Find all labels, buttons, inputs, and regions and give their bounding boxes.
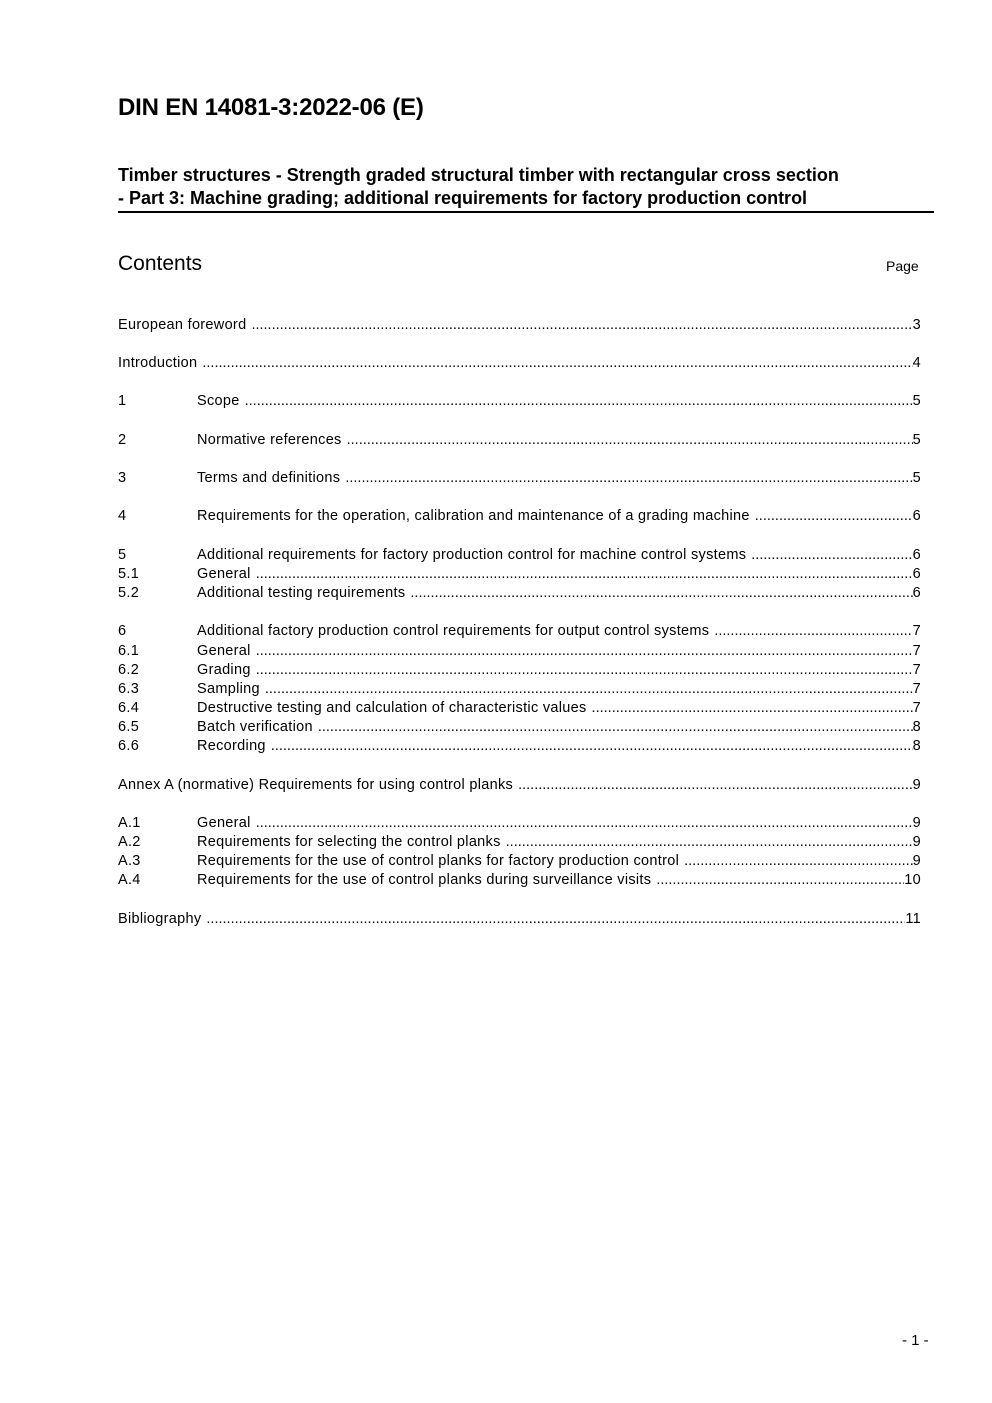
toc-entry-leader [518, 776, 913, 795]
toc-entry[interactable] [118, 833, 921, 852]
toc-entry-page: 8 [912, 719, 921, 735]
toc-entry-number: 6 [118, 623, 127, 639]
toc-entry-page: 4 [912, 355, 921, 371]
toc-entry[interactable] [118, 852, 921, 871]
footer-page-number: - 1 - [902, 1332, 929, 1349]
toc-entry-number: 5.2 [118, 585, 140, 601]
toc-entry-number: 6.2 [118, 662, 140, 678]
toc-entry[interactable] [118, 584, 921, 603]
toc-entry-number: A.1 [118, 815, 141, 831]
toc-entry-page: 9 [912, 815, 921, 831]
toc-entry[interactable] [118, 718, 921, 737]
toc-entry-page: 5 [912, 393, 921, 409]
toc-entry-title: Requirements for the use of control planks during surveillance visits [197, 872, 652, 888]
toc-entry-number: 4 [118, 508, 127, 524]
toc-entry[interactable] [118, 776, 921, 795]
toc-entry-title: Normative references [197, 432, 342, 448]
toc-entry-leader [751, 546, 912, 565]
toc-entry-page: 11 [905, 911, 921, 927]
toc-entry-title: European foreword [118, 317, 247, 333]
toc-entry-page: 6 [912, 508, 921, 524]
toc-entry-page: 3 [912, 317, 921, 333]
toc-entry-title: Requirements for the use of control planks for factory production control [197, 853, 680, 869]
toc-entry-page: 5 [912, 432, 921, 448]
toc-entry-number: A.2 [118, 834, 141, 850]
page-column-label: Page [886, 258, 919, 274]
toc-entry-title: Grading [197, 662, 251, 678]
toc-entry-leader [256, 565, 913, 584]
toc-entry-number: A.3 [118, 853, 141, 869]
toc-entry[interactable] [118, 642, 921, 661]
toc-entry-title: Bibliography [118, 911, 202, 927]
toc-entry-number: 6.4 [118, 700, 140, 716]
document-id: DIN EN 14081-3:2022-06 (E) [118, 94, 424, 121]
toc-entry-title: Requirements for the operation, calibration and maintenance of a grading machine [197, 508, 750, 524]
toc-entry-leader [256, 642, 913, 661]
toc-entry-leader [410, 584, 912, 603]
toc-entry-number: 1 [118, 393, 127, 409]
toc-entry[interactable] [118, 871, 921, 890]
toc-entry[interactable] [118, 354, 921, 373]
toc-entry[interactable] [118, 622, 921, 641]
toc-entry-title: Sampling [197, 681, 260, 697]
contents-heading: Contents [118, 252, 203, 275]
toc-entry-title: Additional requirements for factory production control for machine control systems [197, 547, 747, 563]
toc-entry[interactable] [118, 316, 921, 335]
toc-entry[interactable] [118, 737, 921, 756]
toc-entry[interactable] [118, 392, 921, 411]
toc-entry-leader [206, 910, 905, 929]
toc-entry-page: 7 [912, 700, 921, 716]
toc-entry-number: 2 [118, 432, 127, 448]
toc-entry-leader [714, 622, 912, 641]
toc-entry[interactable] [118, 910, 921, 929]
toc-entry-page: 6 [912, 566, 921, 582]
toc-entry-page: 7 [912, 681, 921, 697]
toc-entry-leader [265, 680, 913, 699]
toc-entry-page: 10 [904, 872, 921, 888]
toc-entry-page: 7 [912, 662, 921, 678]
toc-entry-title: General [197, 643, 251, 659]
document-title-line-2: - Part 3: Machine grading; additional requirements for factory production control [118, 188, 808, 208]
toc-entry-number: 6.5 [118, 719, 140, 735]
toc-entry-page: 9 [912, 853, 921, 869]
toc-entry[interactable] [118, 565, 921, 584]
toc-entry-leader [202, 354, 912, 373]
toc-entry-title: Requirements for selecting the control planks [197, 834, 501, 850]
toc-entry-page: 5 [912, 470, 921, 486]
toc-entry-title: Annex A (normative) Requirements for using control planks [118, 777, 514, 793]
toc-entry-leader [318, 718, 913, 737]
toc-entry-number: 6.3 [118, 681, 140, 697]
toc-entry[interactable] [118, 699, 921, 718]
toc-entry-page: 7 [912, 623, 921, 639]
toc-entry-leader [271, 737, 913, 756]
toc-entry-title: Additional testing requirements [197, 585, 406, 601]
toc-entry-number: 3 [118, 470, 127, 486]
toc-entry-title: General [197, 815, 251, 831]
toc-entry-title: Additional factory production control requirements for output control systems [197, 623, 710, 639]
toc-entry[interactable] [118, 469, 921, 488]
toc-entry-leader [345, 469, 912, 488]
toc-entry-number: 6.1 [118, 643, 140, 659]
toc-entry[interactable] [118, 507, 921, 526]
toc-entry-page: 9 [912, 777, 921, 793]
toc-entry-leader [251, 316, 912, 335]
toc-entry-title: Scope [197, 393, 240, 409]
toc-entry[interactable] [118, 814, 921, 833]
toc-entry-title: Destructive testing and calculation of characteristic values [197, 700, 587, 716]
toc-entry-leader [256, 661, 913, 680]
toc-entry-leader [684, 852, 913, 871]
toc-entry-page: 8 [912, 738, 921, 754]
toc-entry-title: Recording [197, 738, 266, 754]
toc-entry-leader [506, 833, 913, 852]
toc-entry-leader [755, 507, 913, 526]
toc-entry-title: Terms and definitions [197, 470, 341, 486]
toc-entry-leader [592, 699, 913, 718]
toc-entry-number: 5 [118, 547, 127, 563]
toc-entry-number: 5.1 [118, 566, 140, 582]
toc-entry-title: Introduction [118, 355, 198, 371]
toc-entry-leader [245, 392, 913, 411]
toc-entry-page: 9 [912, 834, 921, 850]
toc-entry-number: A.4 [118, 872, 141, 888]
document-title-line-1: Timber structures - Strength graded structural timber with rectangular cross section [118, 165, 839, 185]
toc-entry[interactable] [118, 431, 921, 450]
toc-entry-number: 6.6 [118, 738, 140, 754]
toc-entry[interactable] [118, 661, 921, 680]
toc-entry-page: 7 [912, 643, 921, 659]
toc-entry-leader [347, 431, 913, 450]
toc-entry-title: Batch verification [197, 719, 313, 735]
toc-entry-page: 6 [912, 547, 921, 563]
toc-entry-leader [256, 814, 913, 833]
toc-entry-leader [656, 871, 904, 890]
toc-entry[interactable] [118, 546, 921, 565]
toc-entry-title: General [197, 566, 251, 582]
toc-entry[interactable] [118, 680, 921, 699]
toc-entry-page: 6 [912, 585, 921, 601]
